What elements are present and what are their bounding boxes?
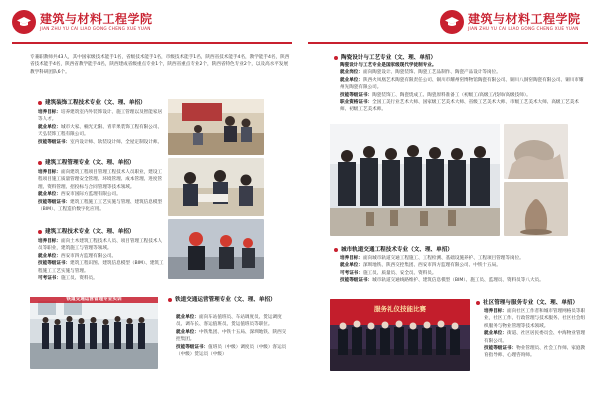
college-logo-icon (440, 10, 464, 34)
college-logo-icon (12, 10, 36, 34)
bullet-dot-icon (334, 56, 338, 60)
section-body-rail-transit: 培养目标：面向城市轨道交通工程施工、工程检测、基础设施养护、工程项目管理等岗位。 就业单位：深圳地铁、陕西交控集团、西安市四方监理有限公司、中铁十五局。 可考证书：施工员、质量员、安全员、资料员。 技能等级证书：城市轨道交通线路维护、建筑信息模型（BIM）、施工员、监理员、资料员等八大员。 (340, 256, 544, 284)
section-body-railway: 就业单位：面向车站值班员、车站调度员、货运调度员、调车长、客运值班员、货运值班员等职位。 就业单位：中铁集团、中铁十五局、深圳地铁、陕西交控集团。 技能等级证书：值班员（中级）调度员（中级）客运员（中级）货运员（中级） (176, 315, 287, 358)
section-title-ceramics: 陶瓷设计与工艺专业（文、理、单招） (334, 54, 584, 62)
section-body-ceramics: 陶瓷设计与工艺专业是国家级现代学徒制专业。 就业岗位：面向陶瓷设计、陶瓷装饰、陶瓷工艺品制作、陶瓷产品设计等岗位。 就业单位：陕西火凤凰艺术陶瓷有限责任公司、铜川市耀州窑博物馆陶瓷有限公司、铜川八洞窑陶瓷有限公司、铜川市耀州先陶瓷有限公司。 技能等级证书：陶瓷装饰工、陶瓷烧成工、陶瓷原料准备工（初级工/高级工/技师/高级技师）。 职业资格证书：全国工美行业艺术大师、国家级工艺美术大师、省级工艺美术大师、市级工艺美术大师、高级工艺美术师、初级工艺美术师。 (340, 63, 584, 113)
ceramics-students-photo (330, 124, 500, 236)
community-photo-banner: 服务礼仪技能比赛 (374, 305, 426, 313)
bullet-dot-icon (334, 248, 338, 252)
header-divider (12, 42, 292, 44)
pottery-making-photo (504, 182, 568, 236)
header-subtitle: JIAN ZHU YU CAI LIAO GONG CHENG XUE YUAN (468, 26, 579, 31)
header-divider (308, 42, 588, 44)
section-title-construction: 建筑工程技术专业（文、理、单招） (38, 228, 168, 236)
classroom-photo (168, 99, 264, 155)
bullet-dot-icon (38, 161, 42, 165)
right-page (300, 0, 600, 406)
section-body-construction: 培养目标：面向土木建筑工程技术人员、项目管理工程技术人员等职业，建筑施工与管理等领域。 就业单位：西安市四方监理有限公司。 技能等级证书：建筑工程识图、建筑信息模型（BIM）、建筑工程施工工艺实施与管理。 可考证书：施工员、资料员。 (38, 239, 164, 282)
clay-sculpting-photo (504, 124, 568, 179)
section-title-management: 建筑工程管理专业（文、理、单招） (38, 159, 168, 167)
section-title-community: 社区管理与服务专业（文、理、单招） (476, 299, 588, 307)
bullet-dot-icon (38, 101, 42, 105)
bullet-dot-icon (168, 298, 172, 302)
header-title: 建筑与材料工程学院 (40, 12, 153, 26)
railway-photo-banner: 铁道交通运营管理专业实训 (30, 297, 158, 303)
header-subtitle: JIAN ZHU YU CAI LIAO GONG CHENG XUE YUAN (40, 26, 151, 31)
section-title-decoration: 建筑装饰工程技术专业（文、理、单招） (38, 99, 168, 107)
section-title-railway: 铁道交通运营管理专业（文、理、单招） (168, 296, 292, 304)
section-title-rail-transit: 城市轨道交通工程技术专业（文、理、单招） (334, 246, 584, 254)
bullet-dot-icon (476, 301, 480, 305)
welding-workers-photo (168, 219, 264, 279)
railway-training-photo (30, 297, 158, 369)
students-modeling-photo (168, 158, 264, 216)
header-left (12, 6, 153, 38)
section-body-community: 培养目标：面向社区工作者和城市管理网格员等职业，社区工作、行政管理与技术服务、社区社会组织服务与物业管理等技术领域。 就业单位：街道、社区居民委员会、中海物业管理有限公司。 技能等级证书：物业管理员、社会工作师、家庭教育指导师、心理咨询师。 (484, 309, 586, 359)
bullet-dot-icon (38, 230, 42, 234)
section-body-management: 培养目标：面向建筑工程项目管理工程技术人员职业，建设工程项目施工质量管理安全管理、环境管理、成本管理、进度管理、资料管理、招投标与合同管理等技术领域。 就业单位：西安市国际方监理有限公司。 技能等级证书：建筑工程施工工艺实施与管理、建筑信息模型（BIM）、工程造价数字化应用。 (38, 170, 163, 213)
section-body-decoration: 培养目标：培养建筑室内外装饰设计、施工管理以及智能家居等人才。 就业单位：城市大家、楠光无限、青苹果装饰工程有限公司、天弘装饰工程有限公司。 技能等级证书：室内设计师、软装设计师、全屋定制设计师。 (38, 110, 163, 145)
intro-text: 专兼职教师共43人，其中国家级技术能手1名，省级技术能手1名，市级技术能手1名，陕西省技术能手4名，教学能手4名，陕西省技术能手4名，陕西省教学能手4名，陕西建成省级重点专业1个，陕西省重点专业2个，陕西省特色专业2个，以及高水平发展教学科研团队6个。 (30, 55, 290, 75)
header-title: 建筑与材料工程学院 (468, 12, 581, 26)
header-right (440, 6, 581, 38)
